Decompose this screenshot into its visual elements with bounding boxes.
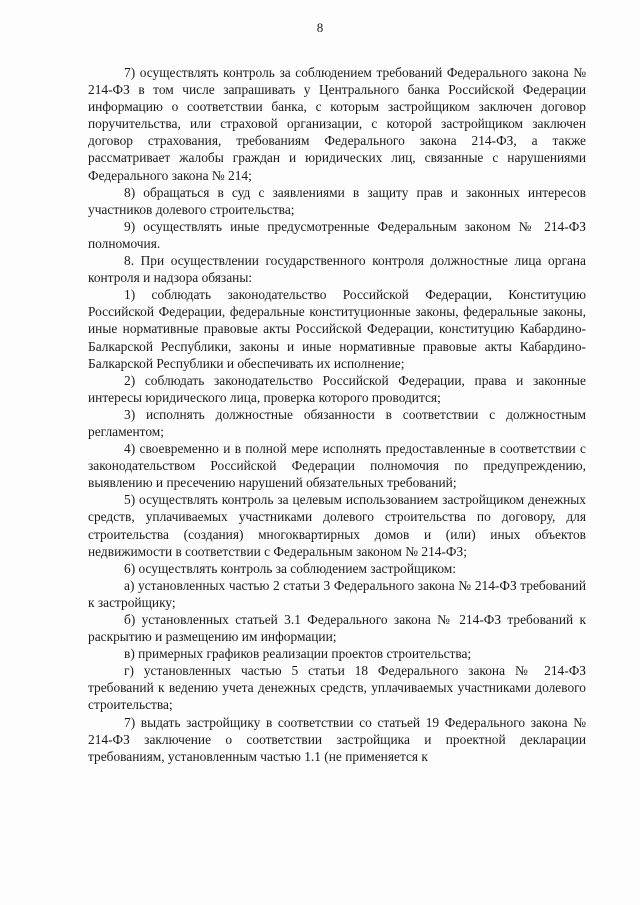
paragraph: 1) соблюдать законодательство Российской Федерации, Конституцию Российской Федерации, федеральные конституционные законы, федеральные законы, иные нормативные правовые акты Российской Федерации, конституцию Кабардино-Балкарской Республики, законы и иные нормативные правовые акты Кабардино-Балкарской Республики и обеспечивать их исполнение; xyxy=(88,287,586,371)
page-number: 8 xyxy=(316,20,324,35)
paragraph: 8. При осуществлении государственного контроля должностные лица органа контроля и надзора обязаны: xyxy=(88,253,586,286)
paragraph: 7) осуществлять контроль за соблюдением требований Федерального закона № 214-ФЗ в том числе запрашивать у Центрального банка Российской Федерации информацию о соответствии банка, с которым застройщиком заключен договор поручительства, или страховой организации, с которой застройщиком заключен договор страхования, требованиям Федерального закона 214-ФЗ, а также рассматривает жалобы граждан и юридических лиц, связанные с нарушениями Федерального закона № 214; xyxy=(88,65,586,183)
paragraph: б) установленных статьей 3.1 Федерального закона № 214-ФЗ требований к раскрытию и размещению им информации; xyxy=(88,612,586,645)
paragraph: 6) осуществлять контроль за соблюдением застройщиком: xyxy=(124,560,456,576)
document-body xyxy=(88,64,586,765)
paragraph: г) установленных частью 5 статьи 18 Федерального закона № 214-ФЗ требований к ведению учета денежных средств, уплачиваемых участниками долевого строительства; xyxy=(88,663,586,713)
paragraph: а) установленных частью 2 статьи 3 Федерального закона № 214-ФЗ требований к застройщику; xyxy=(88,577,586,610)
paragraph: в) примерных графиков реализации проектов строительства; xyxy=(124,646,472,662)
paragraph: 2) соблюдать законодательство Российской Федерации, права и законные интересы юридического лица, проверка которого проводится; xyxy=(88,372,586,405)
paragraph: 5) осуществлять контроль за целевым использованием застройщиком денежных средств, уплачиваемых участниками долевого строительства по договору, для строительства (создания) многоквартирных домов и (или) иных объектов недвижимости в соответствии с Федеральным законом № 214-ФЗ; xyxy=(88,492,586,559)
paragraph: 3) исполнять должностные обязанности в соответствии с должностным регламентом; xyxy=(88,406,586,439)
paragraph: 7) выдать застройщику в соответствии со статьей 19 Федерального закона № 214-ФЗ заключение о соответствии застройщика и проектной декларации требованиям, установленным частью 1.1 (не применяется к xyxy=(88,714,586,764)
paragraph: 8) обращаться в суд с заявлениями в защиту прав и законных интересов участников долевого строительства; xyxy=(88,184,586,217)
paragraph: 4) своевременно и в полной мере исполнять предоставленные в соответствии с законодательством Российской Федерации полномочия по предупреждению, выявлению и пресечению нарушений обязательных требований; xyxy=(88,441,586,491)
paragraph: 9) осуществлять иные предусмотренные Федеральным законом № 214-ФЗ полномочия. xyxy=(88,218,586,251)
